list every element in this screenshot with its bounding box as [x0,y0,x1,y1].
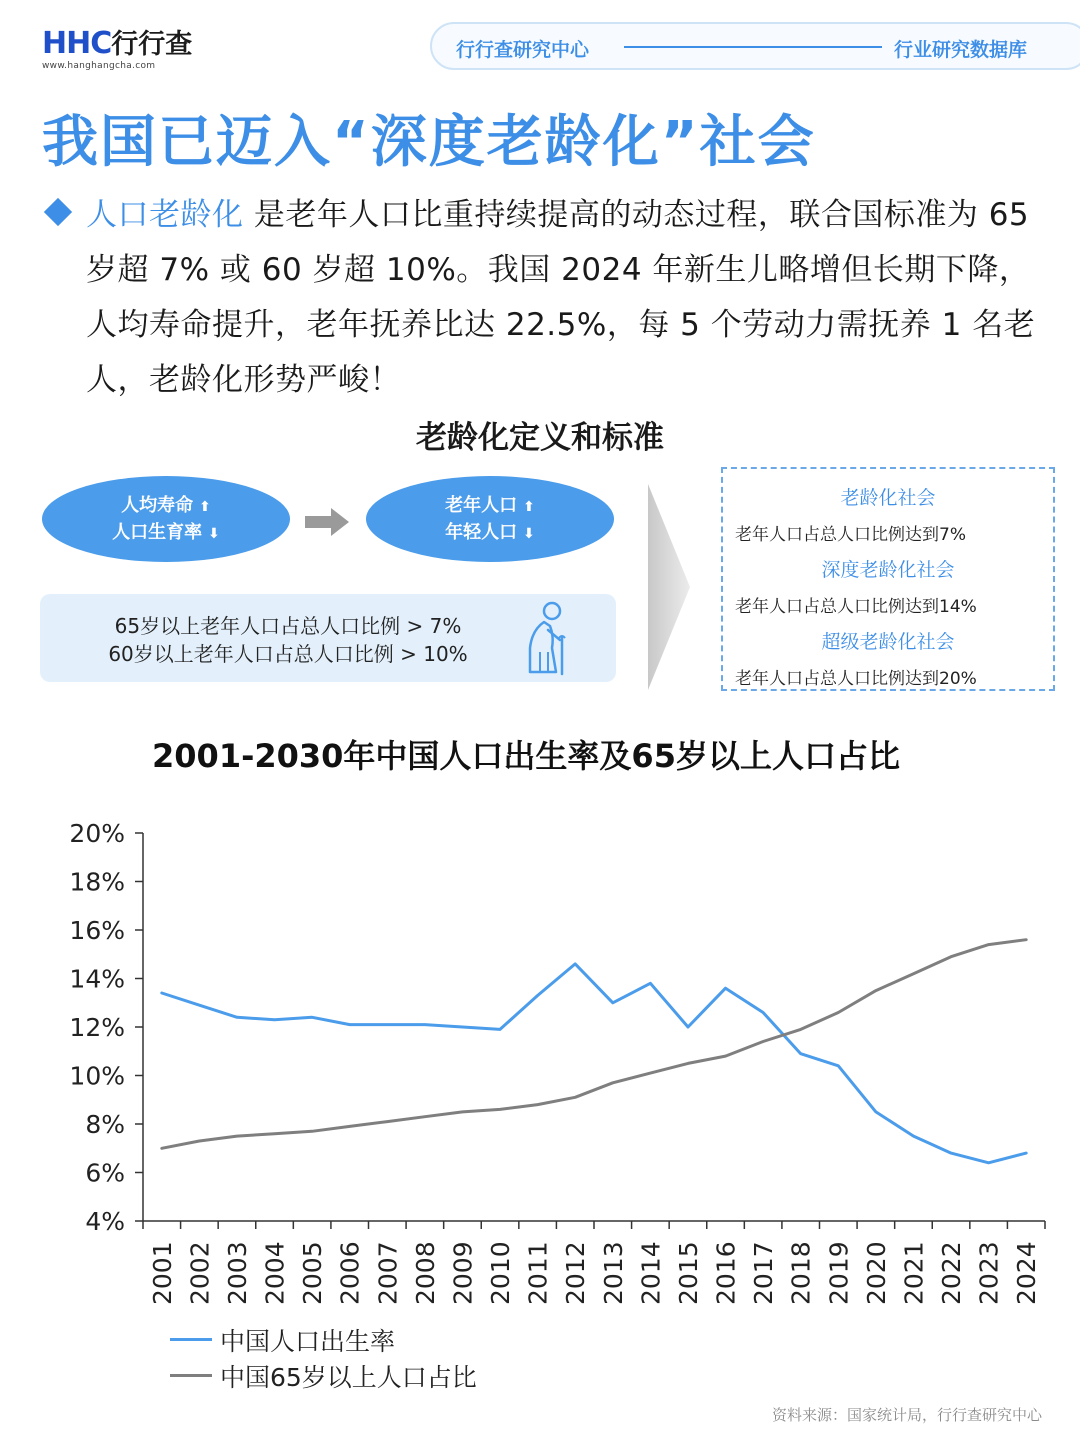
x-tick-label: 2015 [673,1241,703,1305]
x-tick-label: 2002 [185,1241,215,1305]
oval-cause-line-1: 人均寿命 [121,495,194,516]
standard-line-65: 65岁以上老年人口占总人口比例 > 7% [114,614,462,638]
oval-effect-line-2: 年轻人口 [445,522,518,543]
x-tick-label: 2023 [974,1241,1004,1305]
intro-text [86,188,1044,408]
level-deep-desc: 老年人口占总人口比例达到14% [735,597,977,617]
y-tick-label: 4% [85,1207,125,1236]
x-tick-label: 2003 [222,1241,252,1305]
chevron-right-icon [646,484,692,690]
oval-effect-line-1: 老年人口 [445,495,518,516]
legend-label-birth-rate: 中国人口出生率 [220,1327,396,1356]
chart-title: 2001-2030年中国人口出生率及65岁以上人口占比 [152,737,900,775]
y-tick-label: 18% [69,867,125,897]
logo [42,28,192,71]
page-title: 我国已迈入“深度老龄化”社会 [42,110,816,175]
legend-swatch-birth-rate [170,1338,212,1341]
x-tick-label: 2018 [786,1241,816,1305]
x-tick-label: 2010 [486,1241,516,1305]
logo-text: HHC [42,26,112,61]
oval-effect [366,476,614,562]
x-tick-label: 2001 [147,1241,177,1305]
level-deep-name: 深度老龄化社会 [821,559,955,581]
arrow-down-icon: ⬇ [208,526,220,542]
y-tick-label: 14% [69,964,125,994]
series-line-elderly [162,940,1026,1149]
elderly-person-icon [522,600,574,676]
header-industry-database: 行业研究数据库 [894,39,1028,61]
x-tick-label: 2006 [335,1241,365,1305]
standard-line-60: 60岁以上老年人口占总人口比例 > 10% [108,642,468,666]
standard-box [40,594,616,682]
x-tick-label: 2007 [373,1241,403,1305]
y-tick-label: 20% [69,819,125,848]
y-tick-label: 10% [69,1061,125,1091]
x-tick-label: 2016 [711,1241,741,1305]
x-tick-label: 2008 [410,1241,440,1305]
logo-url: www.hanghangcha.com [42,61,156,71]
level-super-name: 超级老龄化社会 [821,631,955,653]
right-arrow-icon [305,508,349,536]
header-pill [430,22,1080,70]
logo-cn: 行行查 [111,29,193,60]
y-tick-label: 6% [85,1158,125,1188]
aging-levels-box [721,467,1055,691]
intro-paragraph [44,188,1044,408]
definition-title: 老龄化定义和标准 [416,420,664,456]
x-tick-label: 2004 [260,1241,290,1305]
arrow-up-icon: ⬆ [523,499,535,515]
header-research-center: 行行查研究中心 [456,39,590,61]
level-super-desc: 老年人口占总人口比例达到20% [735,669,977,689]
level-aging-desc: 老年人口占总人口比例达到7% [735,525,966,545]
x-tick-label: 2009 [448,1241,478,1305]
header-divider-line [624,46,882,48]
x-tick-label: 2020 [861,1241,891,1305]
diamond-bullet-icon [44,198,72,226]
y-tick-label: 12% [69,1013,125,1042]
x-tick-label: 2014 [636,1241,666,1305]
x-tick-label: 2011 [523,1241,553,1305]
oval-cause-line-2: 人口生育率 [112,522,203,543]
arrow-up-icon: ⬆ [199,499,211,515]
x-tick-label: 2019 [824,1241,854,1305]
x-tick-label: 2013 [598,1241,628,1305]
x-tick-label: 2012 [561,1241,591,1305]
x-tick-label: 2017 [749,1241,779,1305]
x-tick-label: 2005 [298,1241,328,1305]
level-aging-name: 老龄化社会 [840,487,936,509]
y-tick-label: 16% [69,916,125,945]
legend-swatch-elderly [170,1374,212,1377]
oval-cause [42,476,290,562]
intro-body: 是老年人口比重持续提高的动态过程，联合国标准为 65 岁超 7% 或 60 岁超 10%。我国 2024 年新生儿略增但长期下降，人均寿命提升，老年抚养比达 22.5%，每 5 个劳动力需抚养 1 名老人，老龄化形势严峻！ [86,197,1036,398]
x-tick-label: 2024 [1012,1241,1042,1305]
legend-label-elderly: 中国65岁以上人口占比 [220,1363,477,1392]
intro-highlight: 人口老龄化 [86,197,244,233]
x-tick-label: 2021 [899,1241,929,1305]
source-note: 资料来源：国家统计局，行行查研究中心 [771,1406,1042,1424]
arrow-down-icon: ⬇ [523,526,535,542]
line-chart [0,800,1080,1315]
x-tick-label: 2022 [937,1241,967,1305]
y-tick-label: 8% [85,1110,125,1139]
